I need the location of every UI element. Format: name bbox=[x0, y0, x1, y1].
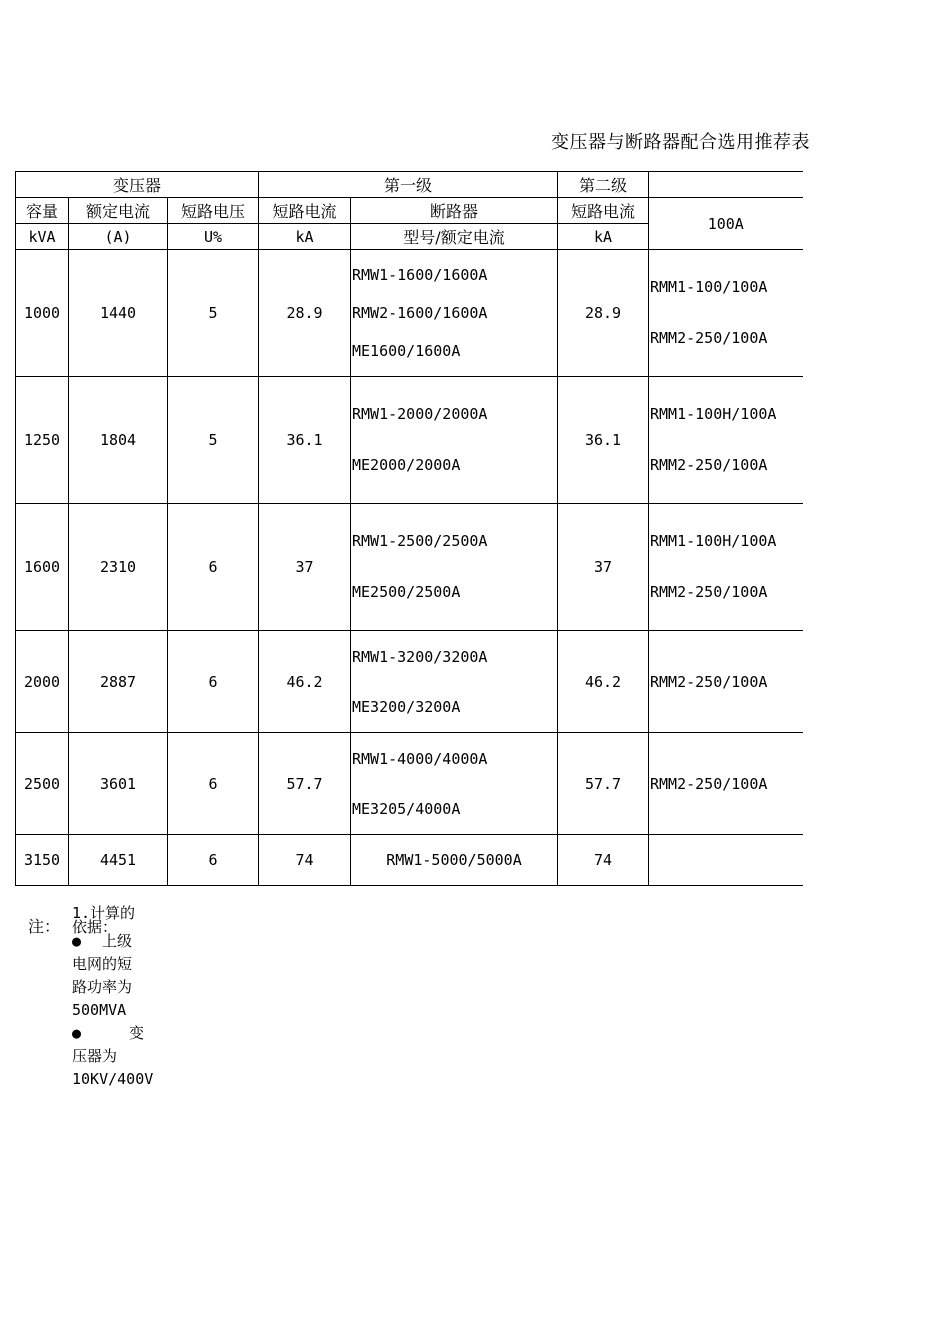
notes-body bbox=[72, 902, 154, 1091]
capacity-cell: 1000 bbox=[16, 250, 69, 377]
table-row bbox=[16, 733, 803, 835]
level2-model: RMM2-250/100A bbox=[650, 774, 768, 793]
note-line: 电网的短 bbox=[72, 955, 133, 973]
note-line: ● 变 bbox=[72, 1022, 154, 1045]
breaker-model: ME3200/3200A bbox=[352, 697, 461, 716]
table-row bbox=[16, 250, 803, 377]
sc-current2-cell: 28.9 bbox=[558, 250, 649, 377]
breaker-cell bbox=[351, 733, 558, 835]
breaker-model: RMW1-4000/4000A bbox=[352, 749, 488, 768]
table-row bbox=[16, 504, 803, 631]
rated-current-cell: 1440 bbox=[69, 250, 168, 377]
level2-cell-empty bbox=[649, 835, 803, 886]
capacity-cell: 2500 bbox=[16, 733, 69, 835]
unit-capacity: kVA bbox=[16, 224, 69, 250]
breaker-model: ME2500/2500A bbox=[352, 583, 461, 601]
capacity-cell: 2000 bbox=[16, 631, 69, 733]
capacity-cell: 1250 bbox=[16, 377, 69, 504]
col-breaker-header: 断路器 bbox=[351, 198, 558, 224]
sc-voltage-cell: 6 bbox=[168, 631, 259, 733]
level2-model: RMM1-100/100A bbox=[650, 278, 768, 296]
breaker-cell bbox=[351, 250, 558, 377]
sc-current2-cell: 36.1 bbox=[558, 377, 649, 504]
note-line: 10KV/400V bbox=[72, 1070, 154, 1088]
sc-current-cell: 74 bbox=[259, 835, 351, 886]
level2-model: RMM1-100H/100A bbox=[650, 405, 777, 423]
col-sc-current2-header: 短路电流 bbox=[558, 198, 649, 224]
level2-model: RMM2-250/100A bbox=[650, 329, 768, 347]
bullet-icon: ● bbox=[72, 1024, 82, 1042]
breaker-model: RMW2-1600/1600A bbox=[352, 304, 488, 322]
col-level2-value-header: 100A bbox=[649, 198, 803, 250]
breaker-model: ME2000/2000A bbox=[352, 456, 461, 474]
unit-sc-current: kA bbox=[259, 224, 351, 250]
rated-current-cell: 2887 bbox=[69, 631, 168, 733]
breaker-cell bbox=[351, 377, 558, 504]
note-line: ● 上级 bbox=[72, 930, 154, 953]
level2-model: RMM2-250/100A bbox=[650, 583, 768, 601]
breaker-model: RMW1-2000/2000A bbox=[352, 405, 488, 423]
breaker-model: ME1600/1600A bbox=[352, 342, 461, 360]
breaker-model: RMW1-1600/1600A bbox=[352, 266, 488, 284]
table-row bbox=[16, 631, 803, 733]
level2-model: RMM2-250/100A bbox=[650, 456, 768, 474]
unit-sc-voltage: U% bbox=[168, 224, 259, 250]
page-title: 变压器与断路器配合选用推荐表 bbox=[551, 132, 810, 153]
sc-voltage-cell: 6 bbox=[168, 835, 259, 886]
level2-model: RMM2-250/100A bbox=[650, 672, 768, 691]
note-line: 1.计算的 bbox=[72, 904, 136, 922]
unit-sc-current2: kA bbox=[558, 224, 649, 250]
sc-current-cell: 37 bbox=[259, 504, 351, 631]
breaker-model: RMW1-2500/2500A bbox=[352, 532, 488, 550]
table-row bbox=[16, 377, 803, 504]
sc-current-cell: 57.7 bbox=[259, 733, 351, 835]
sc-voltage-cell: 5 bbox=[168, 377, 259, 504]
level2-model: RMM1-100H/100A bbox=[650, 532, 777, 550]
group-level1-header: 第一级 bbox=[259, 172, 558, 198]
sc-current-cell: 28.9 bbox=[259, 250, 351, 377]
sc-voltage-cell: 5 bbox=[168, 250, 259, 377]
group-transformer-header: 变压器 bbox=[16, 172, 259, 198]
level2-cell bbox=[649, 733, 803, 835]
note-line: 压器为 bbox=[72, 1047, 118, 1065]
rated-current-cell: 2310 bbox=[69, 504, 168, 631]
capacity-cell: 1600 bbox=[16, 504, 69, 631]
unit-breaker: 型号/额定电流 bbox=[351, 224, 558, 250]
note-line: 依据： bbox=[72, 918, 118, 936]
notes-label: 注： bbox=[28, 917, 61, 936]
sc-current2-cell: 37 bbox=[558, 504, 649, 631]
bullet-icon: ● bbox=[72, 932, 82, 950]
level2-cell bbox=[649, 631, 803, 733]
sc-voltage-cell: 6 bbox=[168, 504, 259, 631]
sc-current2-cell: 57.7 bbox=[558, 733, 649, 835]
table-row bbox=[16, 835, 803, 886]
level2-cell bbox=[649, 250, 803, 377]
sc-current-cell: 36.1 bbox=[259, 377, 351, 504]
rated-current-cell: 4451 bbox=[69, 835, 168, 886]
sc-current2-cell: 46.2 bbox=[558, 631, 649, 733]
breaker-cell: RMW1-5000/5000A bbox=[351, 835, 558, 886]
breaker-cell bbox=[351, 631, 558, 733]
sc-current2-cell: 74 bbox=[558, 835, 649, 886]
capacity-cell: 3150 bbox=[16, 835, 69, 886]
group-blank-header bbox=[649, 172, 803, 198]
breaker-model: RMW1-3200/3200A bbox=[352, 647, 488, 666]
header-group-row bbox=[16, 172, 803, 198]
unit-rated-current: (A) bbox=[69, 224, 168, 250]
rated-current-cell: 1804 bbox=[69, 377, 168, 504]
rated-current-cell: 3601 bbox=[69, 733, 168, 835]
header-column-row bbox=[16, 198, 803, 224]
note-line: 路功率为 bbox=[72, 978, 133, 996]
level2-cell bbox=[649, 377, 803, 504]
note-line: 500MVA bbox=[72, 1001, 127, 1019]
sc-voltage-cell: 6 bbox=[168, 733, 259, 835]
col-sc-voltage-header: 短路电压 bbox=[168, 198, 259, 224]
col-sc-current-header: 短路电流 bbox=[259, 198, 351, 224]
level2-cell bbox=[649, 504, 803, 631]
col-rated-current-header: 额定电流 bbox=[69, 198, 168, 224]
recommendation-table bbox=[15, 171, 803, 886]
breaker-cell bbox=[351, 504, 558, 631]
sc-current-cell: 46.2 bbox=[259, 631, 351, 733]
col-capacity-header: 容量 bbox=[16, 198, 69, 224]
breaker-model: ME3205/4000A bbox=[352, 799, 461, 818]
group-level2-header: 第二级 bbox=[558, 172, 649, 198]
